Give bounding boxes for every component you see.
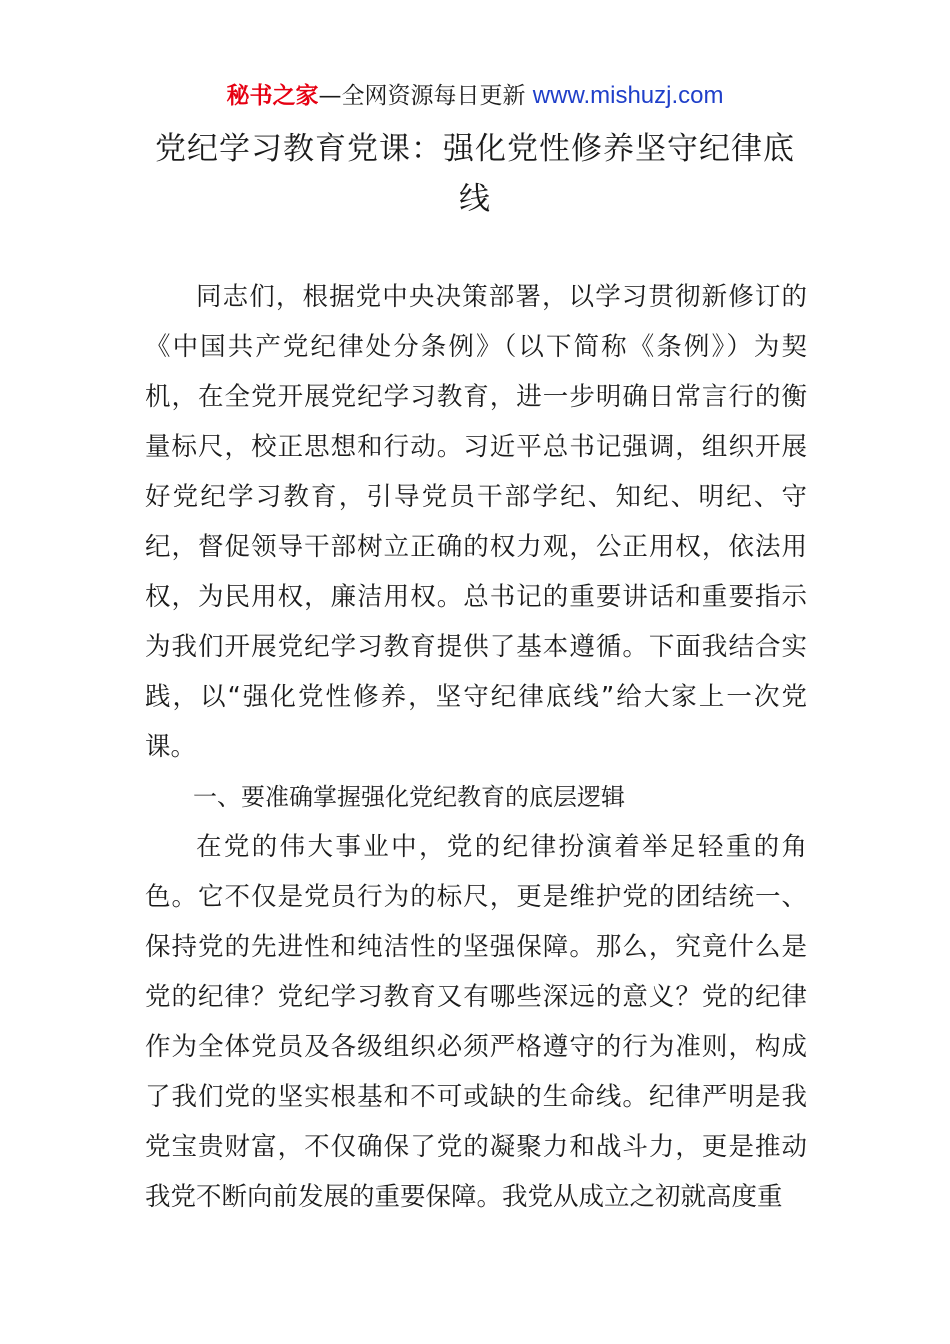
site-tagline: —全网资源每日更新	[318, 83, 533, 109]
document-body	[145, 272, 807, 1222]
site-header	[0, 80, 950, 112]
section-heading-1: 一、要准确掌握强化党纪教育的底层逻辑	[193, 783, 625, 811]
section-1-paragraph: 在党的伟大事业中，党的纪律扮演着举足轻重的角色。它不仅是党员行为的标尺，更是维护党的团结统一、保持党的先进性和纯洁性的坚强保障。那么，究竟什么是党的纪律？党纪学习教育又有哪些深远的意义？党的纪律作为全体党员及各级组织必须严格遵守的行为准则，构成了我们党的坚实根基和不可或缺的生命线。纪律严明是我党宝贵财富，不仅确保了党的凝聚力和战斗力，更是推动我党不断向前发展的重要保障。我党从成立之初就高度重	[145, 832, 807, 1212]
site-name: 秘书之家	[226, 83, 319, 109]
intro-paragraph: 同志们，根据党中央决策部署，以学习贯彻新修订的《中国共产党纪律处分条例》（以下简称《条例》）为契机，在全党开展党纪学习教育，进一步明确日常言行的衡量标尺，校正思想和行动。习近平总书记强调，组织开展好党纪学习教育，引导党员干部学纪、知纪、明纪、守纪，督促领导干部树立正确的权力观，公正用权，依法用权，为民用权，廉洁用权。总书记的重要讲话和重要指示为我们开展党纪学习教育提供了基本遵循。下面我结合实践，以“强化党性修养，坚守纪律底线”给大家上一次党课。	[145, 282, 807, 762]
site-url-link[interactable]: www.mishuzj.com	[532, 82, 724, 109]
document-title: 党纪学习教育党课：强化党性修养坚守纪律底线	[155, 131, 795, 217]
